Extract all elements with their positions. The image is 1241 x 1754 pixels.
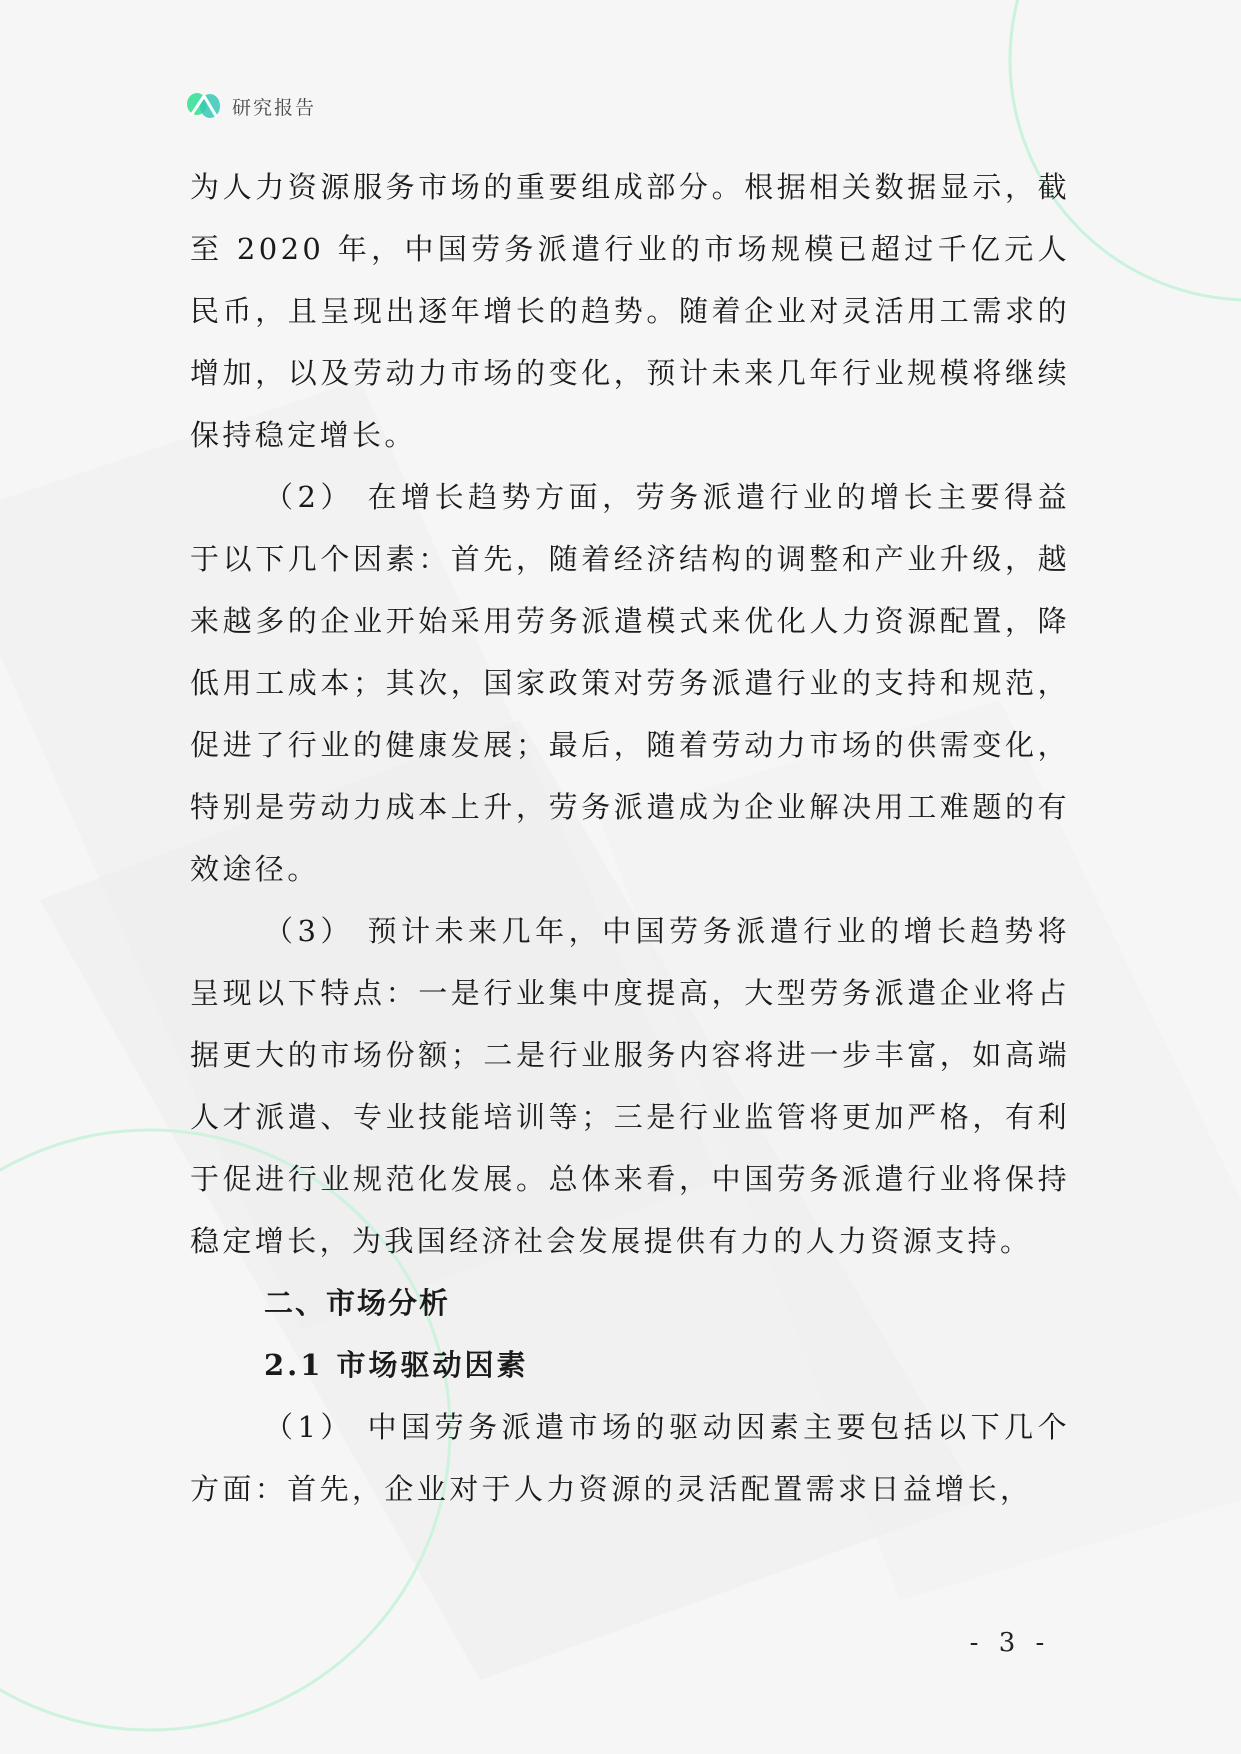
brand-logo-icon	[186, 90, 222, 122]
paragraph-drivers: （1） 中国劳务派遣市场的驱动因素主要包括以下几个方面：首先，企业对于人力资源的灵活配置需求日益增长，	[190, 1410, 1070, 1506]
section-heading: 二、市场分析	[264, 1286, 451, 1320]
page-number: - 3 -	[969, 1628, 1051, 1658]
subsection-heading: 2.1 市场驱动因素	[264, 1348, 529, 1382]
paragraph-forecast: （3） 预计未来几年，中国劳务派遣行业的增长趋势将呈现以下特点：一是行业集中度提高，大型劳务派遣企业将占据更大的市场份额；二是行业服务内容将进一步丰富，如高端人才派遣、专业技能培训等；三是行业监管将更加严格，有利于促进行业规范化发展。总体来看，中国劳务派遣行业将保持稳定增长，为我国经济社会发展提供有力的人力资源支持。	[190, 914, 1070, 1258]
paragraph-growth-trend: （2） 在增长趋势方面，劳务派遣行业的增长主要得益于以下几个因素：首先，随着经济结构的调整和产业升级，越来越多的企业开始采用劳务派遣模式来优化人力资源配置，降低用工成本；其次，国家政策对劳务派遣行业的支持和规范，促进了行业的健康发展；最后，随着劳动力市场的供需变化，特别是劳动力成本上升，劳务派遣成为企业解决用工难题的有效途径。	[190, 480, 1070, 886]
report-header	[186, 88, 316, 124]
document-body	[190, 156, 1070, 1520]
header-title: 研究报告	[232, 96, 317, 119]
paragraph-continued: 为人力资源服务市场的重要组成部分。根据相关数据显示，截至 2020 年，中国劳务派遣行业的市场规模已超过千亿元人民币，且呈现出逐年增长的趋势。随着企业对灵活用工需求的增加，以及劳动力市场的变化，预计未来几年行业规模将继续保持稳定增长。	[190, 170, 1070, 452]
